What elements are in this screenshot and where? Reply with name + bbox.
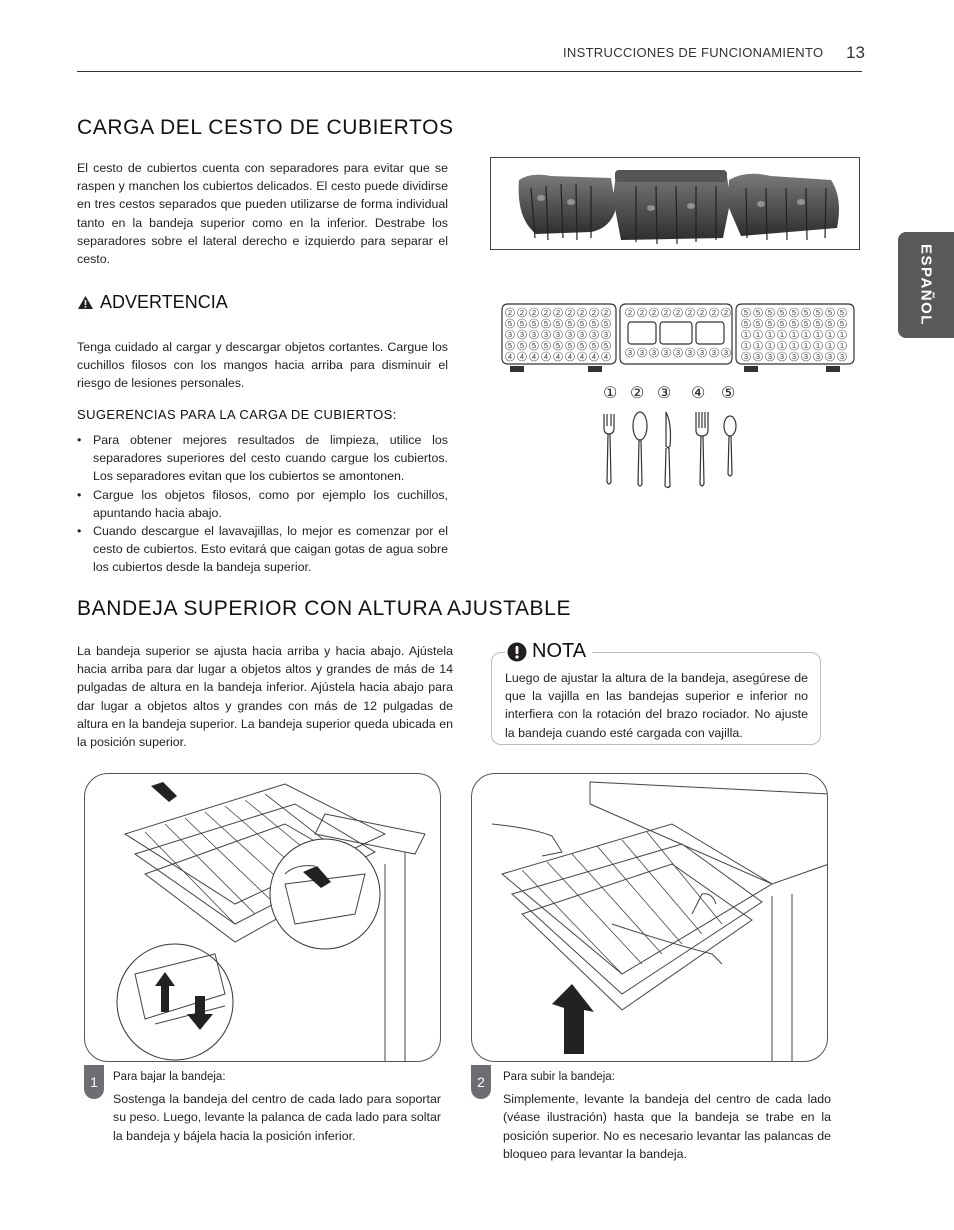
basket-slot-number: 1 [755,330,761,339]
basket-slot-number: 3 [663,348,669,357]
basket-slot-number: 4 [567,352,573,361]
basket-slot-number: 2 [543,308,549,317]
note-title: NOTA [532,640,587,662]
basket-slot-number: 3 [579,330,585,339]
spoon-icon [633,412,647,486]
basket-slot-number: 1 [779,341,785,350]
basket-slot-number: 5 [791,308,797,317]
utensil-number: ④ [691,385,706,402]
basket-slot-number: 5 [507,319,513,328]
basket-slot-number: 5 [755,319,761,328]
basket-slot-number: 5 [579,341,585,350]
basket-slot-number: 2 [507,308,513,317]
knife-icon [665,412,671,488]
step-1-label: Para bajar la bandeja: [113,1071,226,1083]
basket-slot-number: 5 [567,341,573,350]
tips-heading: SUGERENCIAS PARA LA CARGA DE CUBIERTOS: [77,407,397,422]
upper-rack-intro-paragraph: La bandeja superior se ajusta hacia arriba y hacia abajo. Ajústela hacia arriba para dar lugar a objetos altos y grandes de más de 14 pulgadas de altura en la bandeja inferior. Ajústela hacia abajo para dar lugar a objetos altos y grandes con más de 12 pulgadas de altura en la bandeja superior. La bandeja superior queda ubicada en la posición superior. [77,644,453,750]
note-text: Luego de ajustar la altura de la bandeja, asegúrese de que la vajilla en las bandejas superior e inferior no interfiera con la rotación del brazo rociador. No ajuste la bandeja cuando esté cargada con vajilla. [505,671,808,740]
basket-diagram [500,300,860,380]
warning-title: ADVERTENCIA [100,292,228,312]
basket-slot-number: 3 [779,352,785,361]
page-number: 13 [846,43,865,62]
basket-slot-number: 3 [603,330,609,339]
spoon-icon [724,416,736,476]
language-tab [898,232,954,338]
basket-slot-number: 4 [555,352,561,361]
basket-slot-number: 3 [507,330,513,339]
basket-slot-number: 3 [827,352,833,361]
basket-slot-number: 1 [803,341,809,350]
basket-slot-number: 5 [591,319,597,328]
basket-slot-number: 5 [591,341,597,350]
basket-slot-number: 3 [767,352,773,361]
basket-slot-number: 2 [567,308,573,317]
basket-slot-number: 5 [815,319,821,328]
basket-slot-number: 2 [627,308,633,317]
basket-slot-number: 5 [531,341,537,350]
step-2-label: Para subir la bandeja: [503,1071,615,1083]
basket-slot-number: 4 [603,352,609,361]
basket-slot-number: 2 [663,308,669,317]
basket-slot-number: 5 [839,308,845,317]
step-2-text: Simplemente, levante la bandeja del centro de cada lado (véase ilustración) hasta que la bandeja se trabe en la posición superior. No es necesario levantar las palancas de bloqueo para levantar la bandeja. [503,1092,831,1162]
basket-slot-number: 5 [767,319,773,328]
warning-text: Tenga cuidado al cargar y descargar objetos cortantes. Cargue los cuchillos filosos con los mangos hacia arriba para disminuir el riesgo de lesiones personales. [77,340,448,391]
basket-slot-number: 4 [591,352,597,361]
basket-slot-number: 3 [591,330,597,339]
basket-slot-number: 3 [815,352,821,361]
basket-slot-number: 5 [767,308,773,317]
basket-slot-number: 5 [603,319,609,328]
basket-slot-number: 5 [507,341,513,350]
basket-slot-number: 1 [791,341,797,350]
basket-slot-number: 5 [791,319,797,328]
basket-slot-number: 5 [755,308,761,317]
basket-slot-number: 5 [531,319,537,328]
basket-slot-number: 5 [519,319,525,328]
warning-triangle-icon [77,295,94,310]
list-item: • Cargue los objetos filosos, como por ejemplo los cuchillos, apuntando hacia abajo. [77,486,448,522]
basket-slot-number: 5 [803,319,809,328]
basket-slot-number: 2 [591,308,597,317]
basket-slot-number: 3 [567,330,573,339]
basket-slot-number: 3 [743,352,749,361]
basket-slot-number: 5 [743,319,749,328]
list-item: • Para obtener mejores resultados de limpieza, utilice los separadores superiores del cesto cuando cargue los cubiertos. Los separadores evitan que los cubiertos se amontonen. [77,431,448,486]
basket-slot-number: 1 [779,330,785,339]
fork-icon [604,414,614,484]
basket-slot-number: 5 [779,308,785,317]
basket-slot-number: 5 [519,341,525,350]
section-title-cutlery: CARGA DEL CESTO DE CUBIERTOS [77,116,454,139]
basket-slot-number: 5 [543,319,549,328]
utensil-number: ⑤ [721,385,736,402]
basket-slot-number: 5 [567,319,573,328]
running-header: INSTRUCCIONES DE FUNCIONAMIENTO [563,45,824,60]
basket-slot-number: 3 [711,348,717,357]
utensil-number: ③ [657,385,672,402]
basket-slot-number: 1 [815,341,821,350]
basket-photo-illustration [491,158,860,250]
section-title-upper-rack: BANDEJA SUPERIOR CON ALTURA AJUSTABLE [77,597,572,620]
basket-slot-number: 2 [699,308,705,317]
utensil-number-row [603,383,743,403]
basket-slot-number: 1 [815,330,821,339]
pointing-hand-icon [151,782,177,802]
basket-slot-number: 4 [579,352,585,361]
basket-slot-number: 3 [531,330,537,339]
language-tab-label: ESPAÑOL [917,244,935,326]
basket-slot-number: 2 [687,308,693,317]
step-number-badge: 1 [84,1065,104,1099]
basket-slot-number: 4 [531,352,537,361]
list-item: • Cuando descargue el lavavajillas, lo mejor es comenzar por el cesto de cubiertos. Esto evitará que caigan gotas de agua sobre los cubiertos desde la bandeja superior. [77,522,448,577]
basket-slot-number: 1 [827,330,833,339]
basket-slot-number: 1 [755,341,761,350]
basket-slot-number: 1 [791,330,797,339]
basket-slot-number: 2 [579,308,585,317]
basket-slot-number: 3 [651,348,657,357]
basket-slot-number: 1 [803,330,809,339]
exclamation-icon [507,642,527,662]
basket-slot-number: 3 [555,330,561,339]
arrow-up-icon [552,984,594,1054]
basket-slot-number: 1 [767,330,773,339]
utensil-number: ① [603,385,618,402]
basket-slot-number: 2 [651,308,657,317]
basket-slot-number: 3 [791,352,797,361]
raise-rack-illustration [472,774,828,1062]
basket-slot-number: 5 [543,341,549,350]
basket-slot-number: 2 [555,308,561,317]
header-rule [77,71,862,72]
basket-slot-number: 3 [699,348,705,357]
basket-slot-number: 5 [839,319,845,328]
basket-slot-number: 1 [839,341,845,350]
basket-slot-number: 3 [627,348,633,357]
basket-slot-number: 5 [803,308,809,317]
basket-slot-number: 3 [543,330,549,339]
cutlery-intro-paragraph: El cesto de cubiertos cuenta con separadores para evitar que se raspen y manchen los cubiertos delicados. El cesto puede dividirse en tres cestos separados que pueden utilizarse de forma individual tanto en la bandeja superior como en la inferior. Destrabe los separadores sobre el lateral derecho e izquierdo para separar el cesto. [77,161,448,267]
basket-slot-number: 2 [711,308,717,317]
basket-slot-number: 5 [827,308,833,317]
basket-slot-number: 3 [723,348,729,357]
basket-slot-number: 2 [675,308,681,317]
basket-slot-number: 3 [687,348,693,357]
basket-slot-number: 5 [555,319,561,328]
step-number-badge: 2 [471,1065,491,1099]
tips-list [77,431,448,577]
basket-slot-number: 2 [639,308,645,317]
basket-slot-number: 5 [555,341,561,350]
basket-slot-number: 5 [743,308,749,317]
lower-rack-illustration [85,774,441,1062]
basket-slot-number: 1 [743,330,749,339]
step-1-text: Sostenga la bandeja del centro de cada lado para soportar su peso. Luego, levante la palanca de cada lado para soltar la bandeja y bájela hacia la posición inferior. [113,1092,441,1143]
basket-slot-number: 3 [639,348,645,357]
basket-slot-number: 2 [519,308,525,317]
basket-slot-number: 4 [507,352,513,361]
basket-slot-number: 3 [839,352,845,361]
basket-slot-number: 5 [603,341,609,350]
basket-slot-number: 3 [519,330,525,339]
basket-slot-number: 1 [827,341,833,350]
note-heading [505,640,592,663]
basket-slot-number: 1 [743,341,749,350]
basket-slot-number: 5 [579,319,585,328]
basket-slot-number: 1 [839,330,845,339]
basket-slot-number: 1 [767,341,773,350]
utensils-illustration [598,404,748,490]
basket-slot-number: 3 [803,352,809,361]
illustration-panel-raise-rack [471,773,828,1062]
cutlery-basket-photo [490,157,860,250]
fork-icon [696,412,708,486]
basket-slot-number: 5 [827,319,833,328]
basket-slot-number: 3 [755,352,761,361]
utensil-number: ② [630,385,645,402]
basket-slot-number: 2 [723,308,729,317]
basket-slot-number: 5 [779,319,785,328]
basket-slot-number: 4 [519,352,525,361]
basket-slot-number: 2 [531,308,537,317]
basket-slot-number: 5 [815,308,821,317]
basket-slot-number: 3 [675,348,681,357]
basket-slot-number: 4 [543,352,549,361]
warning-heading [77,292,228,313]
basket-slot-number: 2 [603,308,609,317]
illustration-panel-lower-rack [84,773,441,1062]
